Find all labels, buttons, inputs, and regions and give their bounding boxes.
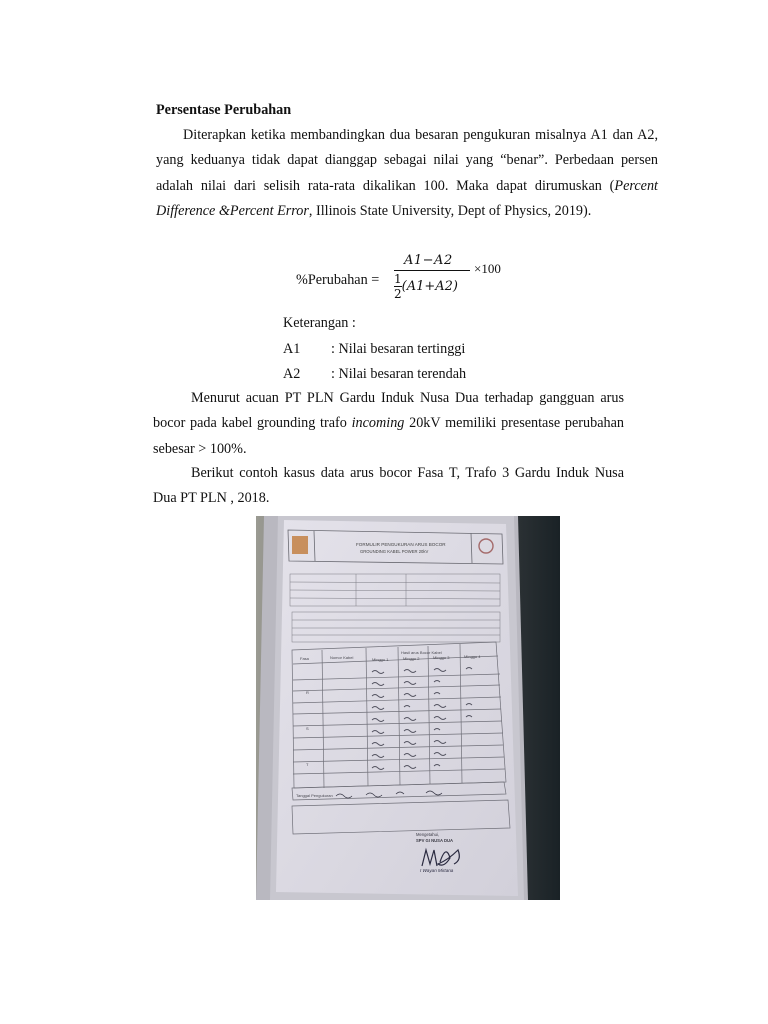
half-fraction <box>394 273 402 300</box>
keterangan-key: A2 <box>283 366 301 382</box>
denominator-sum: (A1+A2) <box>401 279 458 294</box>
formula-block <box>296 252 536 308</box>
fasa-t: T <box>306 762 309 767</box>
col-m3: Minggu 3 <box>433 655 450 660</box>
fasa-r: R <box>306 690 309 695</box>
fraction-bar <box>394 270 470 271</box>
paragraph-reference: Menurut acuan PT PLN Gardu Induk Nusa Dua terhadap gangguan arus bocor pada kabel grounding trafo incoming 20kV memiliki presentase perubahan sebesar > 100%. <box>153 390 624 457</box>
formula-multiplier: ×100 <box>474 261 501 276</box>
fasa-s: S <box>306 726 309 731</box>
form-photo-illustration <box>256 516 560 900</box>
spv-label: SPV GI NUSA DUA <box>416 838 454 843</box>
signer-name: I Wayan Mirtana <box>420 868 454 873</box>
table-header: Hasil arus Bocor Kabel <box>401 650 442 655</box>
keterangan-value: : Nilai besaran terendah <box>331 366 467 382</box>
paragraph-example: Berikut contoh kasus data arus bocor Fasa T, Trafo 3 Gardu Induk Nusa Dua PT PLN , 2018. <box>153 465 624 507</box>
form-title: FORMULIR PENGUKURAN ARUS BOCOR <box>356 542 446 547</box>
measurement-form-photo <box>256 516 560 900</box>
keterangan-title: Keterangan : <box>283 315 356 331</box>
half-numerator: 1 <box>394 272 402 286</box>
col-m1: Minggu 1 <box>372 657 389 662</box>
col-fasa: Fasa <box>300 656 309 661</box>
mengetahui: Mengetahui, <box>416 832 440 837</box>
formula-denominator <box>394 273 458 300</box>
row-tanggal: Tanggal Pengukuran <box>296 793 333 798</box>
keterangan-key: A1 <box>283 341 301 357</box>
half-denominator: 2 <box>394 287 402 301</box>
col-kabel: Nomor Kabel <box>330 655 354 660</box>
keterangan-row <box>283 341 465 358</box>
paragraph-definition: Diterapkan ketika membandingkan dua besaran pengukuran misalnya A1 dan A2, yang keduanya tidak dapat dianggap sebagai nilai yang “benar”. Perbedaan persen adalah nilai dari selisih rata-rata dikalikan 100. Maka dapat dirumuskan (Percent Difference &Percent Error, Illinois State University, Dept of Physics, 2019). <box>156 127 658 220</box>
col-m4: Minggu 4 <box>464 654 481 659</box>
keterangan-row <box>283 366 466 383</box>
keterangan-value: : Nilai besaran tertinggi <box>331 341 466 357</box>
section-heading: Persentase Perubahan <box>156 102 292 118</box>
formula-label: %Perubahan = <box>296 272 380 288</box>
col-m2: Minggu 2 <box>403 656 420 661</box>
formula-numerator: A1−A2 <box>404 253 453 268</box>
form-subtitle: GROUNDING KABEL POWER 20kV <box>360 549 429 554</box>
